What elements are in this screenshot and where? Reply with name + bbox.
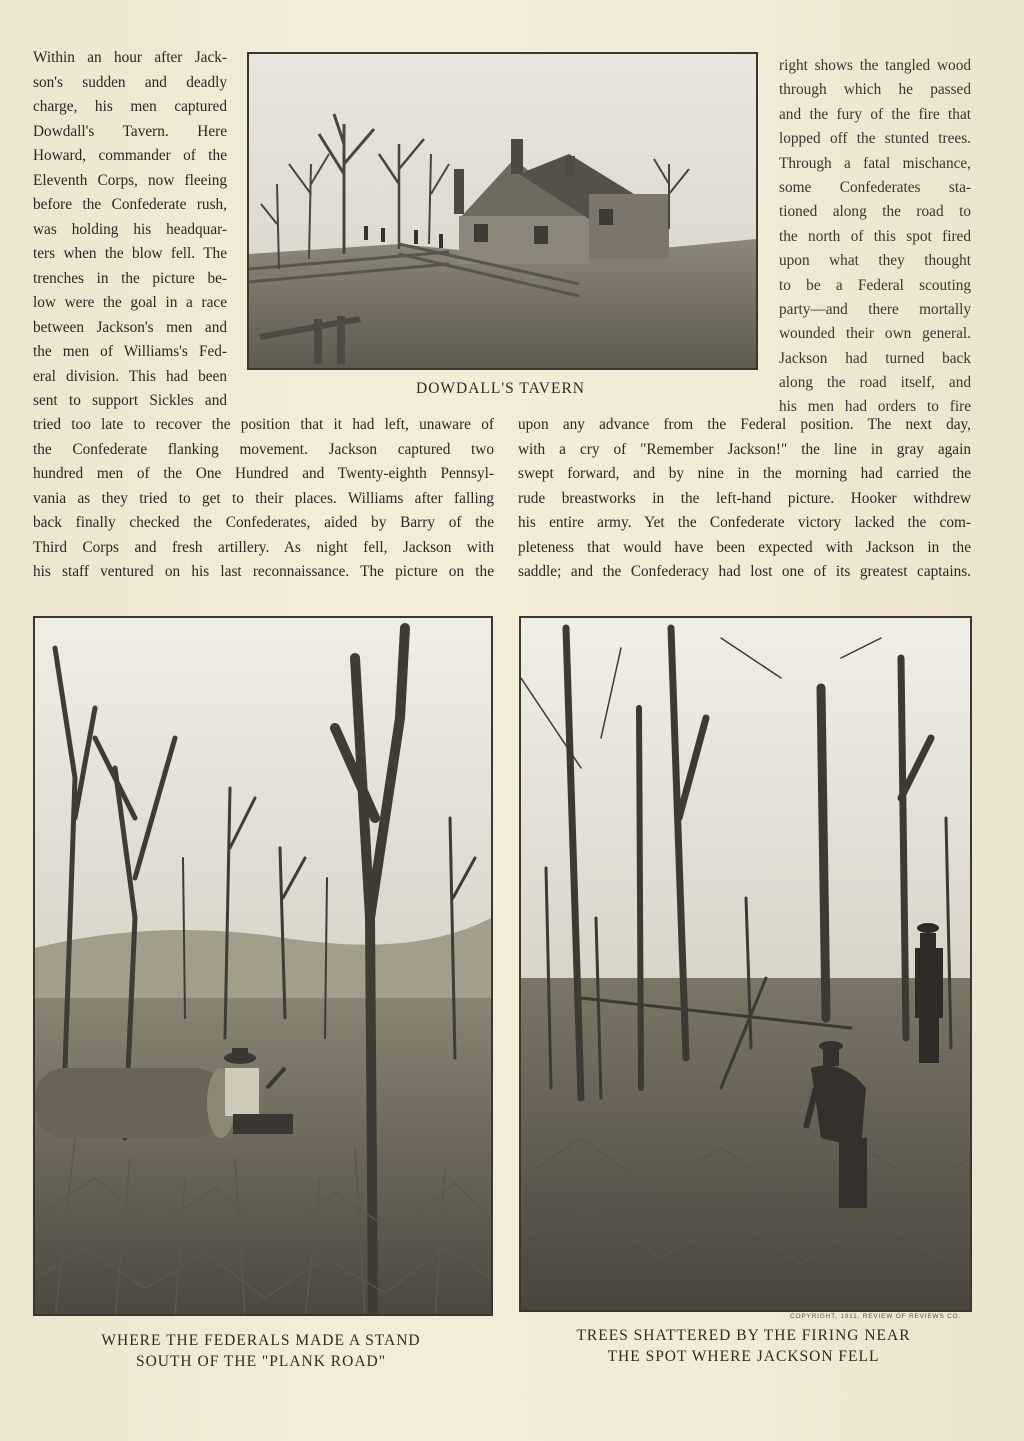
text-line: vania as they tried to get to their places. Williams after falling: [33, 489, 494, 507]
text-line: his men had orders to fire: [779, 398, 971, 416]
text-line: son's sudden and deadly: [33, 73, 227, 91]
federals-stand-photo: [33, 616, 493, 1316]
left-column-text: [33, 46, 227, 414]
text-line: saddle; and the Confederacy had lost one of its greatest captains.: [518, 563, 971, 580]
text-line: wounded their own general.: [779, 325, 971, 343]
text-line: low were the goal in a race: [33, 294, 227, 311]
caption-trees-shattered-line1: TREES SHATTERED BY THE FIRING NEAR: [576, 1327, 911, 1344]
text-line: his staff ventured on his last reconnaissance. The picture on the: [33, 563, 494, 580]
text-line: the men of Williams's Fed-: [33, 343, 227, 360]
text-line: tioned along the road to: [779, 203, 971, 221]
text-line: before the Confederate rush,: [33, 196, 227, 213]
text-line: Within an hour after Jack-: [33, 49, 227, 66]
text-line: tried too late to recover the position that it had left, unaware of: [33, 416, 494, 433]
text-line: upon what they thought: [779, 252, 971, 270]
text-line: trenches in the picture be-: [33, 269, 227, 287]
text-line: ters when the blow fell. The: [33, 245, 227, 262]
text-line: Jackson had turned back: [779, 349, 971, 367]
caption-federals-stand-line2: SOUTH OF THE "PLANK ROAD": [135, 1353, 387, 1370]
right-column-text: [779, 54, 971, 420]
text-line: between Jackson's men and: [33, 318, 227, 336]
text-line: to be a Federal scouting: [779, 276, 971, 294]
text-line: back finally checked the Confederates, aided by Barry of the: [33, 514, 494, 531]
text-line: along the road itself, and: [779, 374, 971, 392]
text-line: was holding his headquar-: [33, 220, 227, 238]
text-line: some Confederates sta-: [779, 178, 971, 196]
text-line: the Confederate flanking movement. Jackson captured two: [33, 440, 494, 458]
text-line: swept forward, and by nine in the morning had carried the: [518, 465, 971, 482]
text-line: hundred men of the One Hundred and Twenty-eighth Pennsyl-: [33, 465, 494, 482]
text-line: pleteness that would have been expected with Jackson in the: [518, 538, 971, 556]
text-line: Third Corps and fresh artillery. As night fell, Jackson with: [33, 538, 494, 556]
text-line: with a cry of "Remember Jackson!" the line in gray again: [518, 440, 971, 458]
text-line: party—and there mortally: [779, 300, 971, 318]
text-line: Howard, commander of the: [33, 147, 227, 164]
text-line: Through a fatal mischance,: [779, 154, 971, 172]
trees-shattered-photo: [519, 616, 972, 1312]
text-line: through which he passed: [779, 81, 971, 99]
caption-federals-stand-line1: WHERE THE FEDERALS MADE A STAND: [101, 1332, 421, 1349]
text-line: his entire army. Yet the Confederate victory lacked the com-: [518, 514, 971, 531]
text-line: upon any advance from the Federal position. The next day,: [518, 416, 971, 433]
text-line: and the fury of the fire that: [779, 105, 971, 123]
middle-right-text: [518, 413, 971, 585]
dowdalls-tavern-photo: [247, 52, 758, 370]
caption-dowdalls-tavern: DOWDALL'S TAVERN: [416, 380, 585, 397]
text-line: lopped off the stunted trees.: [779, 130, 971, 148]
text-line: charge, his men captured: [33, 98, 227, 115]
text-line: rude breastworks in the left-hand picture. Hooker withdrew: [518, 489, 971, 507]
text-line: sent to support Sickles and: [33, 392, 227, 409]
text-line: Dowdall's Tavern. Here: [33, 122, 227, 140]
text-line: eral division. This had been: [33, 367, 227, 385]
copyright-notice: COPYRIGHT, 1911, REVIEW OF REVIEWS CO.: [790, 1313, 962, 1320]
middle-left-text: [33, 413, 494, 585]
text-line: Eleventh Corps, now fleeing: [33, 171, 227, 189]
caption-trees-shattered-line2: THE SPOT WHERE JACKSON FELL: [607, 1348, 880, 1365]
text-line: right shows the tangled wood: [779, 57, 971, 74]
text-line: the north of this spot fired: [779, 227, 971, 245]
